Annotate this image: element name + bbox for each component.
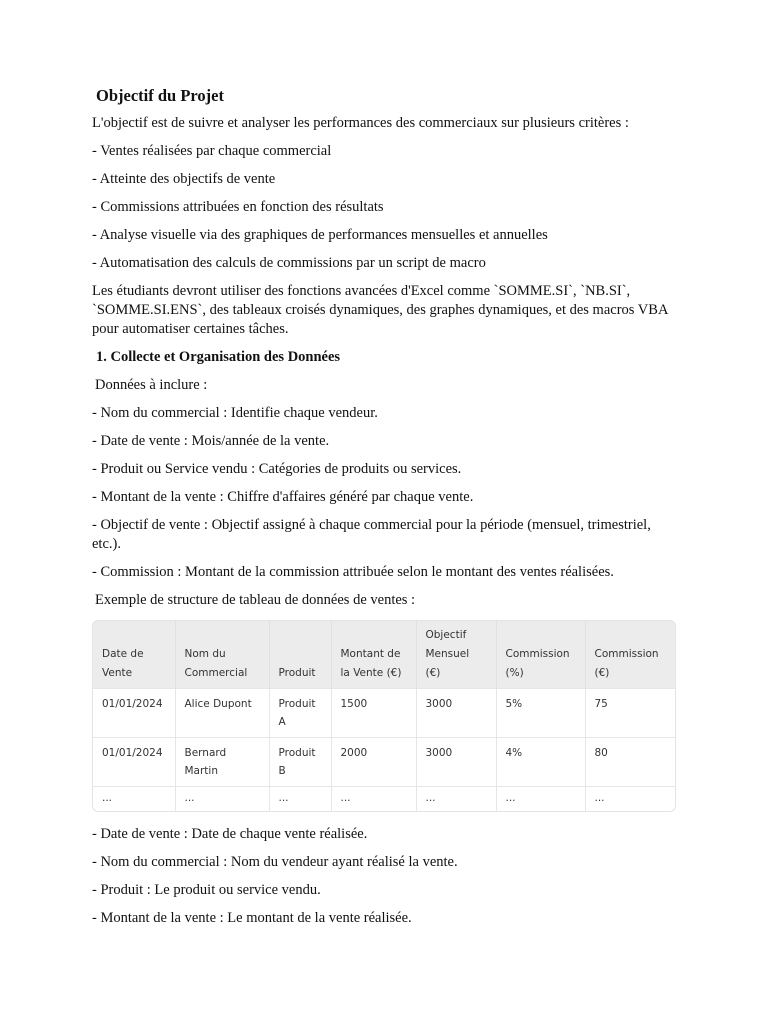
document-page: [92, 86, 682, 937]
list-item: - Montant de la vente : Le montant de la vente réalisée.: [92, 910, 412, 926]
list-item: - Automatisation des calculs de commissions par un script de macro: [92, 255, 486, 271]
table-row: [93, 738, 675, 787]
list-item: - Date de vente : Mois/année de la vente.: [92, 433, 330, 449]
table-cell: Bernard Martin: [175, 738, 269, 787]
table-header-cell: Produit: [269, 621, 331, 689]
table-cell: ...: [496, 787, 585, 812]
table-header-cell: Montant de la Vente (€): [331, 621, 416, 689]
list-item: - Nom du commercial : Nom du vendeur ayant réalisé la vente.: [92, 854, 458, 870]
table-cell: 80: [585, 738, 675, 787]
list-item: - Commission : Montant de la commission attribuée selon le montant des ventes réalisées.: [92, 564, 614, 580]
table-row: [93, 787, 675, 812]
table-cell: 01/01/2024: [93, 738, 175, 787]
list-item: - Atteinte des objectifs de vente: [92, 171, 276, 187]
page-title: Objectif du Projet: [96, 86, 224, 105]
list-item: - Produit ou Service vendu : Catégories de produits ou services.: [92, 461, 462, 477]
list-item: - Produit : Le produit ou service vendu.: [92, 882, 321, 898]
sales-table-container: [92, 620, 676, 812]
table-cell: ...: [331, 787, 416, 812]
section-title: 1. Collecte et Organisation des Données: [96, 349, 341, 365]
table-cell: ...: [269, 787, 331, 812]
sales-table: [93, 621, 675, 811]
table-header-cell: Objectif Mensuel (€): [416, 621, 496, 689]
table-row: [93, 689, 675, 738]
objectives-list: [92, 142, 682, 273]
table-cell: Produit B: [269, 738, 331, 787]
list-item: - Nom du commercial : Identifie chaque vendeur.: [92, 405, 378, 421]
example-label: Exemple de structure de tableau de données de ventes :: [95, 592, 416, 608]
list-item: - Date de vente : Date de chaque vente réalisée.: [92, 826, 368, 842]
descriptions-list: [92, 825, 682, 928]
list-item: - Commissions attribuées en fonction des résultats: [92, 199, 384, 215]
list-item: - Analyse visuelle via des graphiques de performances mensuelles et annuelles: [92, 227, 548, 243]
table-header-cell: Date de Vente: [93, 621, 175, 689]
table-cell: 01/01/2024: [93, 689, 175, 738]
table-cell: 3000: [416, 689, 496, 738]
list-item: - Montant de la vente : Chiffre d'affaires généré par chaque vente.: [92, 489, 474, 505]
list-item: - Objectif de vente : Objectif assigné à chaque commercial pour la période (mensuel, trimestriel, etc.).: [92, 517, 651, 552]
data-items-list: [92, 404, 682, 582]
table-cell: ...: [416, 787, 496, 812]
table-header-cell: Commission (%): [496, 621, 585, 689]
data-label: Données à inclure :: [95, 377, 208, 393]
table-cell: Produit A: [269, 689, 331, 738]
table-cell: 4%: [496, 738, 585, 787]
table-header-cell: Commission (€): [585, 621, 675, 689]
table-header-row: [93, 621, 675, 689]
table-header-cell: Nom du Commercial: [175, 621, 269, 689]
intro-paragraph: L'objectif est de suivre et analyser les performances des commerciaux sur plusieurs critères :: [92, 115, 629, 131]
tools-paragraph: Les étudiants devront utiliser des fonctions avancées d'Excel comme `SOMME.SI`, `NB.SI`, `SOMME.SI.ENS`, des tableaux croisés dynamiques, des graphes dynamiques, et des macros VBA pour automatiser certaines tâches.: [92, 283, 668, 337]
table-cell: 1500: [331, 689, 416, 738]
table-cell: ...: [93, 787, 175, 812]
table-cell: Alice Dupont: [175, 689, 269, 738]
table-cell: ...: [585, 787, 675, 812]
table-cell: 3000: [416, 738, 496, 787]
list-item: - Ventes réalisées par chaque commercial: [92, 143, 332, 159]
table-cell: 5%: [496, 689, 585, 738]
table-cell: ...: [175, 787, 269, 812]
table-cell: 2000: [331, 738, 416, 787]
table-cell: 75: [585, 689, 675, 738]
